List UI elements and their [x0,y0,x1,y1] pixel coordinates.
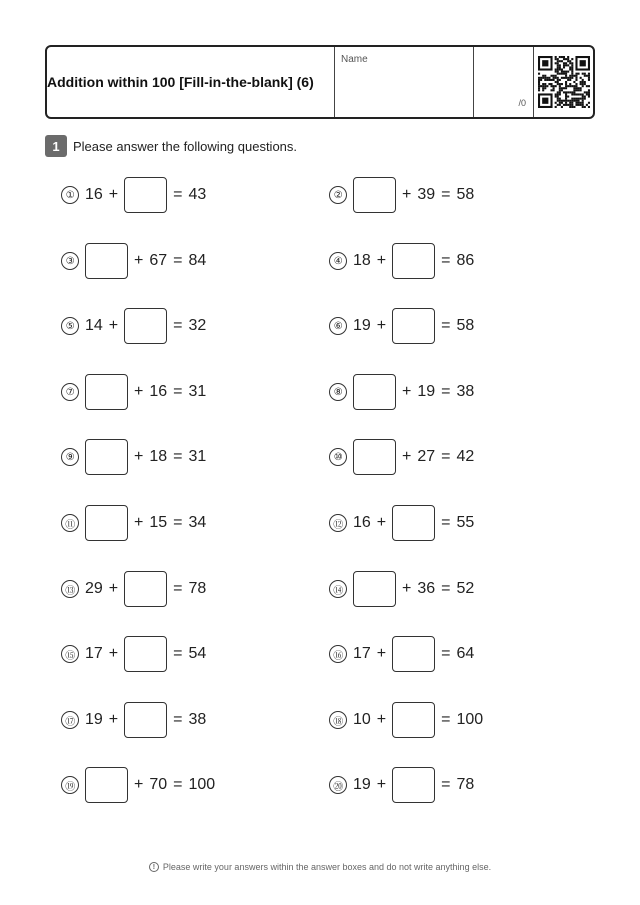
problem-number: ⑭ [329,580,347,598]
answer-box[interactable] [353,571,396,607]
qr-code-cell [534,47,593,117]
problem-number: ⑪ [61,514,79,532]
equals-sign: = [173,383,183,400]
equals-sign: = [173,448,183,465]
problem-number: ① [61,186,79,204]
equals-sign: = [173,711,183,728]
problem-number: ⑩ [329,448,347,466]
answer-box[interactable] [124,571,167,607]
problem-item [329,571,474,607]
answer-box[interactable] [392,505,435,541]
plus-sign: + [134,448,144,465]
addend: 19 [353,317,371,334]
equals-sign: = [441,711,451,728]
plus-sign: + [108,186,119,203]
plus-sign: + [376,776,387,793]
problem-number: ⑦ [61,383,79,401]
problem-number: ② [329,186,347,204]
sum-result: 100 [456,711,484,728]
problem-number: ⑲ [61,776,79,794]
equals-sign: = [173,580,183,597]
answer-box[interactable] [85,767,128,803]
problem-number: ⑱ [329,711,347,729]
sum-result: 100 [188,776,216,793]
problem-item [329,243,474,279]
problem-item [61,702,206,738]
answer-box[interactable] [392,243,435,279]
plus-sign: + [108,317,119,334]
equals-sign: = [441,645,451,662]
equals-sign: = [173,514,183,531]
addend: 16 [149,383,168,400]
problem-number: ⑧ [329,383,347,401]
addend: 27 [417,448,436,465]
equals-sign: = [441,186,451,203]
footer-text: Please write your answers within the answer boxes and do not write anything else. [162,862,492,872]
addend: 67 [149,252,168,269]
sum-result: 58 [456,317,475,334]
equals-sign: = [173,186,183,203]
sum-result: 58 [456,186,475,203]
sum-result: 86 [456,252,475,269]
sum-result: 54 [188,645,207,662]
sum-result: 52 [456,580,475,597]
score-text: /0 [518,98,526,108]
equals-sign: = [173,645,183,662]
problem-item [61,374,206,410]
answer-box[interactable] [85,439,128,475]
problem-item [61,636,206,672]
sum-result: 32 [188,317,207,334]
problem-item [329,505,474,541]
problem-number: ⑳ [329,776,347,794]
section-heading [45,135,297,157]
equals-sign: = [441,580,451,597]
equals-sign: = [441,252,451,269]
info-icon: ! [149,862,159,872]
problem-number: ③ [61,252,79,270]
worksheet-header [45,45,595,119]
score-field [474,47,534,117]
equals-sign: = [173,252,183,269]
addend: 16 [353,514,371,531]
plus-sign: + [108,645,119,662]
answer-box[interactable] [392,767,435,803]
plus-sign: + [376,645,387,662]
problem-item [329,177,474,213]
addend: 14 [85,317,103,334]
plus-sign: + [108,580,119,597]
problem-item [61,571,206,607]
problem-item [329,439,474,475]
answer-box[interactable] [353,439,396,475]
addend: 36 [417,580,436,597]
problem-number: ⑨ [61,448,79,466]
answer-box[interactable] [392,636,435,672]
plus-sign: + [134,776,144,793]
addend: 29 [85,580,103,597]
section-number: 1 [45,135,67,157]
addend: 19 [353,776,371,793]
equals-sign: = [441,514,451,531]
problem-item [329,308,474,344]
equals-sign: = [441,317,451,334]
problem-item [329,374,474,410]
answer-box[interactable] [392,702,435,738]
answer-box[interactable] [124,177,167,213]
plus-sign: + [402,383,412,400]
problem-number: ⑰ [61,711,79,729]
sum-result: 38 [188,711,207,728]
answer-box[interactable] [353,177,396,213]
answer-box[interactable] [85,243,128,279]
equals-sign: = [441,383,451,400]
problem-number: ⑬ [61,580,79,598]
sum-result: 55 [456,514,475,531]
plus-sign: + [402,580,412,597]
sum-result: 64 [456,645,475,662]
sum-result: 42 [456,448,475,465]
answer-box[interactable] [124,702,167,738]
addend: 70 [149,776,168,793]
equals-sign: = [173,776,183,793]
addend: 15 [149,514,168,531]
plus-sign: + [108,711,119,728]
sum-result: 43 [188,186,207,203]
plus-sign: + [376,252,387,269]
equals-sign: = [173,317,183,334]
plus-sign: + [376,514,387,531]
answer-box[interactable] [85,505,128,541]
addend: 19 [85,711,103,728]
addend: 17 [85,645,103,662]
addend: 18 [149,448,168,465]
equals-sign: = [441,776,451,793]
problem-item [61,505,206,541]
sum-result: 31 [188,383,207,400]
equals-sign: = [441,448,451,465]
problem-item [61,177,206,213]
answer-box[interactable] [85,374,128,410]
addend: 17 [353,645,371,662]
plus-sign: + [134,383,144,400]
addend: 39 [417,186,436,203]
problem-item [61,767,215,803]
sum-result: 34 [188,514,207,531]
name-field[interactable] [335,47,474,117]
sum-result: 38 [456,383,475,400]
problem-item [61,308,206,344]
problem-number: ⑥ [329,317,347,335]
plus-sign: + [134,252,144,269]
plus-sign: + [134,514,144,531]
plus-sign: + [402,186,412,203]
addend: 10 [353,711,371,728]
problem-number: ⑮ [61,645,79,663]
problem-item [329,767,474,803]
answer-box[interactable] [124,308,167,344]
worksheet-title: Addition within 100 [Fill-in-the-blank] (6) [47,47,335,117]
qr-code-icon [538,56,590,108]
problem-number: ⑤ [61,317,79,335]
footer-note [0,862,640,872]
plus-sign: + [376,711,387,728]
name-label: Name [341,54,368,65]
answer-box[interactable] [124,636,167,672]
addend: 18 [353,252,371,269]
answer-box[interactable] [353,374,396,410]
sum-result: 84 [188,252,207,269]
plus-sign: + [402,448,412,465]
addend: 16 [85,186,103,203]
problem-item [61,439,206,475]
addend: 19 [417,383,436,400]
answer-box[interactable] [392,308,435,344]
problem-item [61,243,206,279]
problem-number: ⑯ [329,645,347,663]
problem-item [329,702,483,738]
sum-result: 78 [188,580,207,597]
sum-result: 78 [456,776,475,793]
section-instruction: Please answer the following questions. [73,138,298,154]
problem-item [329,636,474,672]
plus-sign: + [376,317,387,334]
problem-number: ⑫ [329,514,347,532]
problem-number: ④ [329,252,347,270]
sum-result: 31 [188,448,207,465]
